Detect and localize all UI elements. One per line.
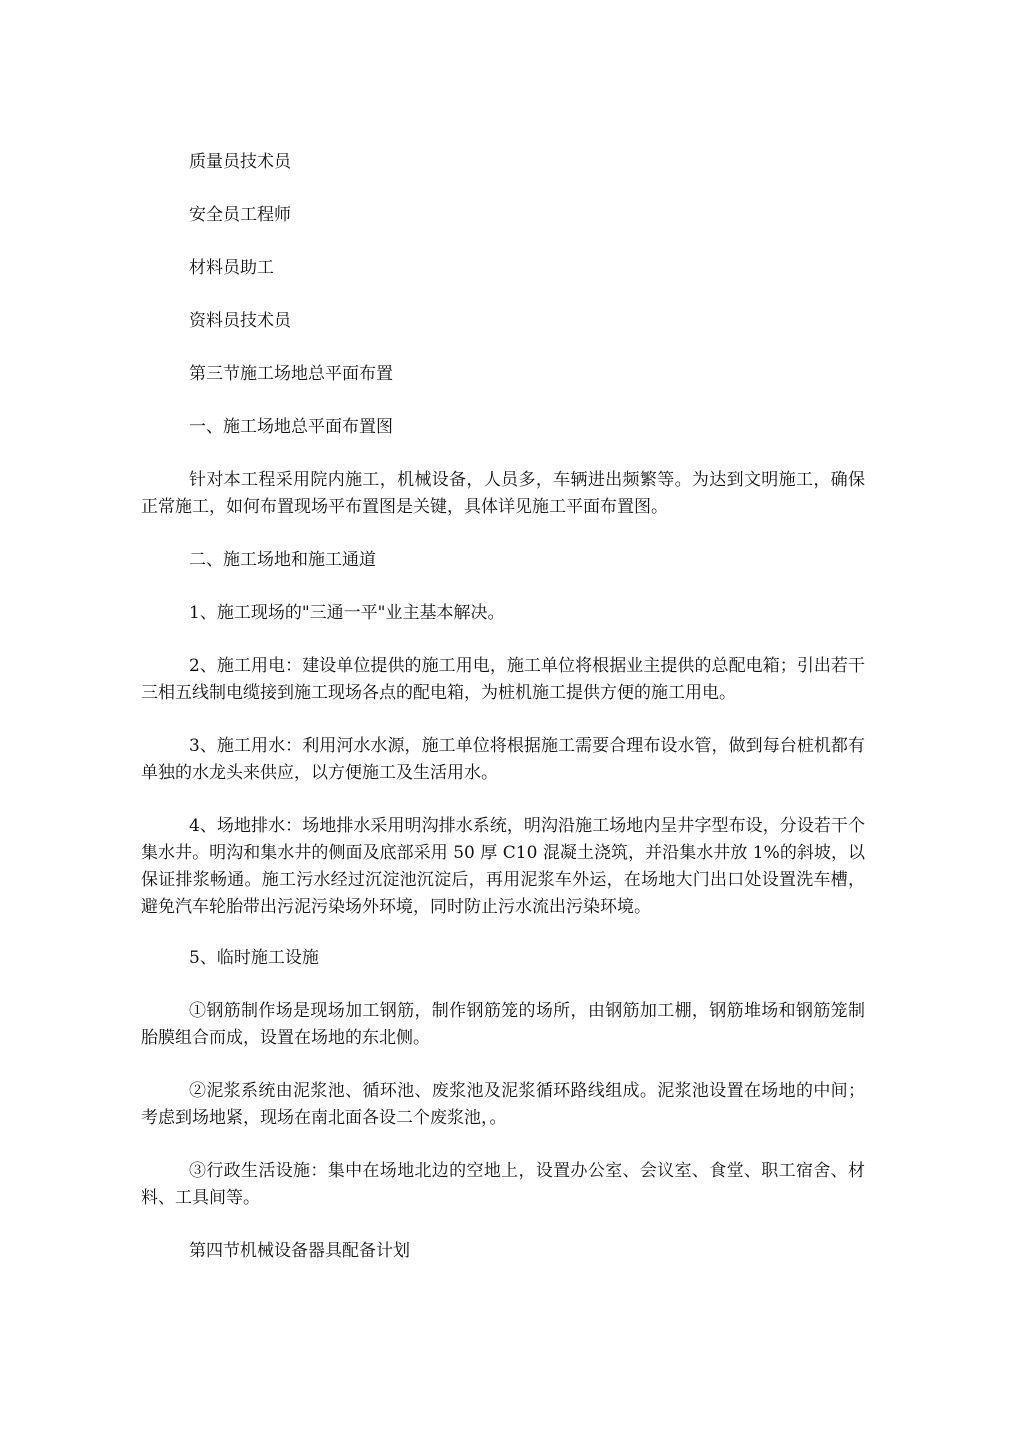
paragraph-layout-intro: 针对本工程采用院内施工，机械设备，人员多，车辆进出频繁等。为达到文明施工，确保正常施工，如何布置现场平布置图是关键，具体详见施工平面布置图。 bbox=[141, 470, 865, 517]
subheading-layout-plan: 一、施工场地总平面布置图 bbox=[189, 417, 393, 437]
item-temporary-facilities: 5、临时施工设施 bbox=[189, 948, 319, 968]
section-heading-3: 第三节施工场地总平面布置 bbox=[189, 364, 393, 384]
subheading-site-access: 二、施工场地和施工通道 bbox=[189, 550, 376, 570]
item-power-supply: 2、施工用电：建设单位提供的施工用电，施工单位将根据业主提供的总配电箱；引出若干三相五线制电缆接到施工现场各点的配电箱，为桩机施工提供方便的施工用电。 bbox=[141, 656, 865, 703]
item-drainage: 4、场地排水：场地排水采用明沟排水系统，明沟沿施工场地内呈井字型布设，分设若干个集水井。明沟和集水井的侧面及底部采用 50 厚 C10 混凝土浇筑，并沿集水井放 1%的斜坡，以保证排浆畅通。施工污水经过沉淀池沉淀后，再用泥浆车外运，在场地大门出口处设置洗车槽，避免汽车轮胎带出污泥污染场外环境，同时防止污水流出污染环境。 bbox=[141, 816, 865, 917]
staff-line-quality: 质量员技术员 bbox=[189, 152, 291, 172]
facility-rebar-yard: ①钢筋制作场是现场加工钢筋，制作钢筋笼的场所，由钢筋加工棚，钢筋堆场和钢筋笼制胎膜组合而成，设置在场地的东北侧。 bbox=[141, 1001, 865, 1048]
staff-line-safety: 安全员工程师 bbox=[189, 205, 291, 225]
facility-admin-living: ③行政生活设施：集中在场地北边的空地上，设置办公室、会议室、食堂、职工宿舍、材料、工具间等。 bbox=[141, 1161, 865, 1208]
staff-line-records: 资料员技术员 bbox=[189, 311, 291, 331]
section-heading-4: 第四节机械设备器具配备计划 bbox=[189, 1241, 410, 1261]
item-three-connections: 1、施工现场的"三通一平"业主基本解决。 bbox=[189, 603, 505, 623]
staff-line-materials: 材料员助工 bbox=[189, 258, 274, 278]
facility-slurry-system: ②泥浆系统由泥浆池、循环池、废浆池及泥浆循环路线组成。泥浆池设置在场地的中间；考虑到场地紧，现场在南北面各设二个废浆池，。 bbox=[141, 1081, 865, 1128]
item-water-supply: 3、施工用水：利用河水水源，施工单位将根据施工需要合理布设水管，做到每台桩机都有单独的水龙头来供应，以方便施工及生活用水。 bbox=[141, 736, 865, 783]
